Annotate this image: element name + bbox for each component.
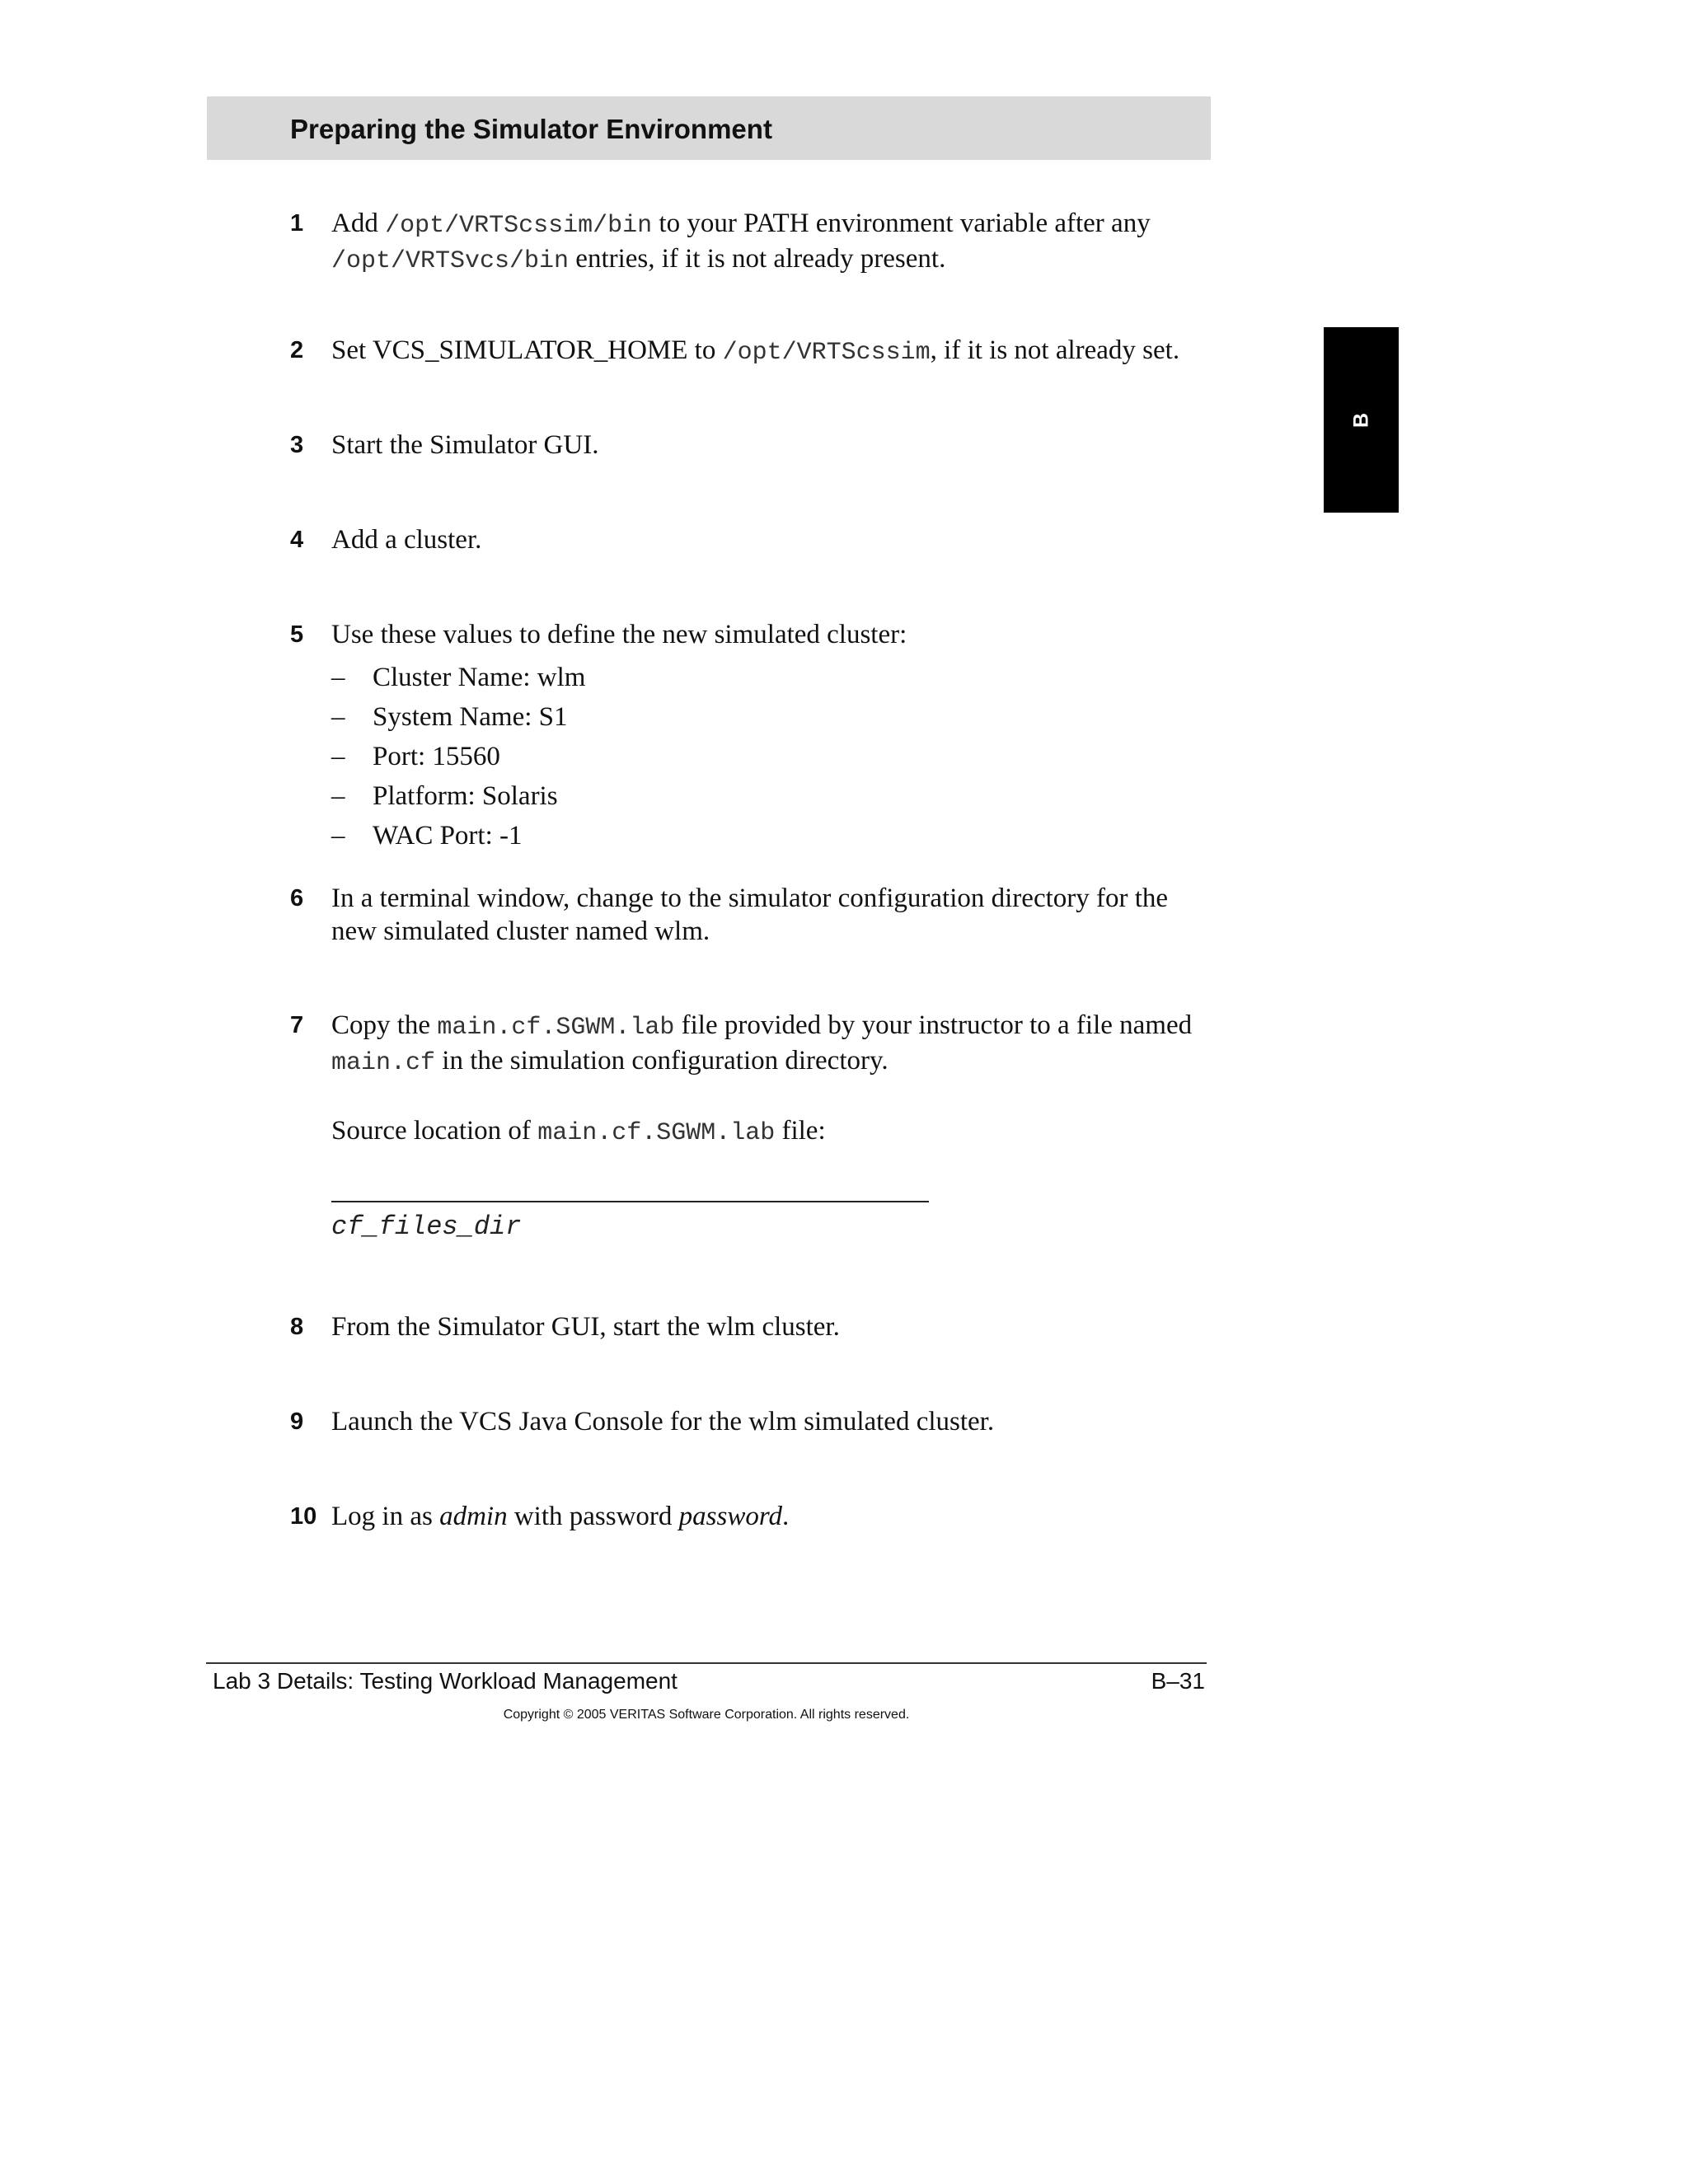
dash-marker: –	[331, 821, 345, 851]
password-text: password	[678, 1502, 782, 1531]
cf-files-dir-placeholder	[331, 1209, 1213, 1244]
step-text-part: Copy the	[331, 1010, 438, 1040]
step-7	[290, 1009, 1213, 1244]
step-text: Start the Simulator GUI.	[331, 430, 599, 460]
step-text-part: file provided by your instructor to a file named	[674, 1010, 1193, 1040]
step-text-part: .	[781, 1502, 790, 1531]
filename-code: main.cf.SGWM.lab	[537, 1119, 776, 1147]
section-title: Preparing the Simulator Environment	[290, 114, 772, 144]
dash-marker: –	[331, 742, 345, 771]
page-number: B–31	[1151, 1668, 1205, 1694]
step-8	[290, 1310, 1213, 1343]
step-text-part: Source location of	[331, 1116, 538, 1146]
step-text-part: with password	[507, 1502, 679, 1531]
step-number: 3	[290, 432, 304, 458]
fill-in-blank-line	[331, 1201, 929, 1202]
source-location-label	[331, 1114, 1213, 1150]
step-text-part: entries, if it is not already present.	[569, 244, 946, 274]
step-number: 10	[290, 1503, 317, 1530]
step-text	[331, 618, 1213, 855]
list-item	[331, 816, 1213, 855]
step-number: 1	[290, 210, 304, 237]
copyright-notice: Copyright © 2005 VERITAS Software Corporation. All rights reserved.	[503, 1708, 910, 1722]
step-text-part: file:	[775, 1116, 826, 1146]
step-2	[290, 334, 1230, 369]
list-item	[331, 737, 1213, 776]
dash-marker: –	[331, 702, 345, 732]
step-text: Add a cluster.	[331, 525, 482, 555]
step-number: 8	[290, 1314, 304, 1340]
step-number: 9	[290, 1408, 304, 1435]
list-item	[331, 658, 1213, 697]
step-text-part: , if it is not already set.	[930, 335, 1180, 365]
appendix-tab	[1324, 327, 1399, 513]
list-item-text: Platform: Solaris	[373, 781, 558, 811]
step-10	[290, 1500, 1213, 1533]
step-number: 7	[290, 1012, 304, 1038]
username-text: admin	[439, 1502, 508, 1531]
step-number: 2	[290, 337, 304, 363]
list-item-text: WAC Port: -1	[373, 821, 523, 851]
step-3	[290, 429, 1213, 462]
path-code: /opt/VRTScssim/bin	[385, 212, 653, 240]
step-text-part: Add	[331, 209, 386, 238]
footer-lab-title: Lab 3 Details: Testing Workload Management	[213, 1668, 678, 1694]
step-text-part: Log in as	[331, 1502, 440, 1531]
list-item	[331, 776, 1213, 816]
list-item-text: Port: 15560	[373, 742, 500, 771]
step-text-part: Use these values to define the new simulated cluster:	[331, 620, 907, 649]
step-text: Launch the VCS Java Console for the wlm simulated cluster.	[331, 1407, 995, 1436]
list-item	[331, 697, 1213, 737]
placeholder-text: cf_files_dir	[331, 1212, 522, 1242]
footer-divider	[206, 1662, 1207, 1664]
step-text	[331, 207, 1213, 278]
step-text	[331, 334, 1230, 369]
filename-code: main.cf	[331, 1049, 436, 1077]
list-item-text: System Name: S1	[373, 702, 568, 732]
step-1	[290, 207, 1213, 278]
cluster-values-list	[331, 658, 1213, 855]
step-text-part: Set VCS_SIMULATOR_HOME to	[331, 335, 723, 365]
section-header-bar	[207, 96, 1211, 160]
step-5	[290, 618, 1213, 855]
step-number: 4	[290, 527, 304, 553]
step-text	[331, 1009, 1213, 1244]
step-number: 5	[290, 621, 304, 648]
copy-instruction	[331, 1009, 1213, 1080]
step-text: In a terminal window, change to the simulator configuration directory for the new simulated cluster named wlm.	[331, 883, 1169, 946]
filename-code: main.cf.SGWM.lab	[437, 1014, 675, 1042]
path-code: /opt/VRTScssim	[722, 339, 931, 367]
path-code: /opt/VRTSvcs/bin	[331, 247, 570, 275]
appendix-tab-label: B	[1349, 412, 1372, 428]
dash-marker: –	[331, 663, 345, 692]
list-item-text: Cluster Name: wlm	[373, 663, 586, 692]
step-4	[290, 523, 1213, 556]
dash-marker: –	[331, 781, 345, 811]
step-6	[290, 882, 1213, 948]
step-text-part: in the simulation configuration directory.	[435, 1046, 889, 1076]
step-text	[331, 1500, 1213, 1533]
step-text-part: to your PATH environment variable after any	[652, 209, 1151, 238]
step-9	[290, 1405, 1213, 1438]
step-number: 6	[290, 885, 304, 912]
step-text: From the Simulator GUI, start the wlm cluster.	[331, 1312, 840, 1342]
